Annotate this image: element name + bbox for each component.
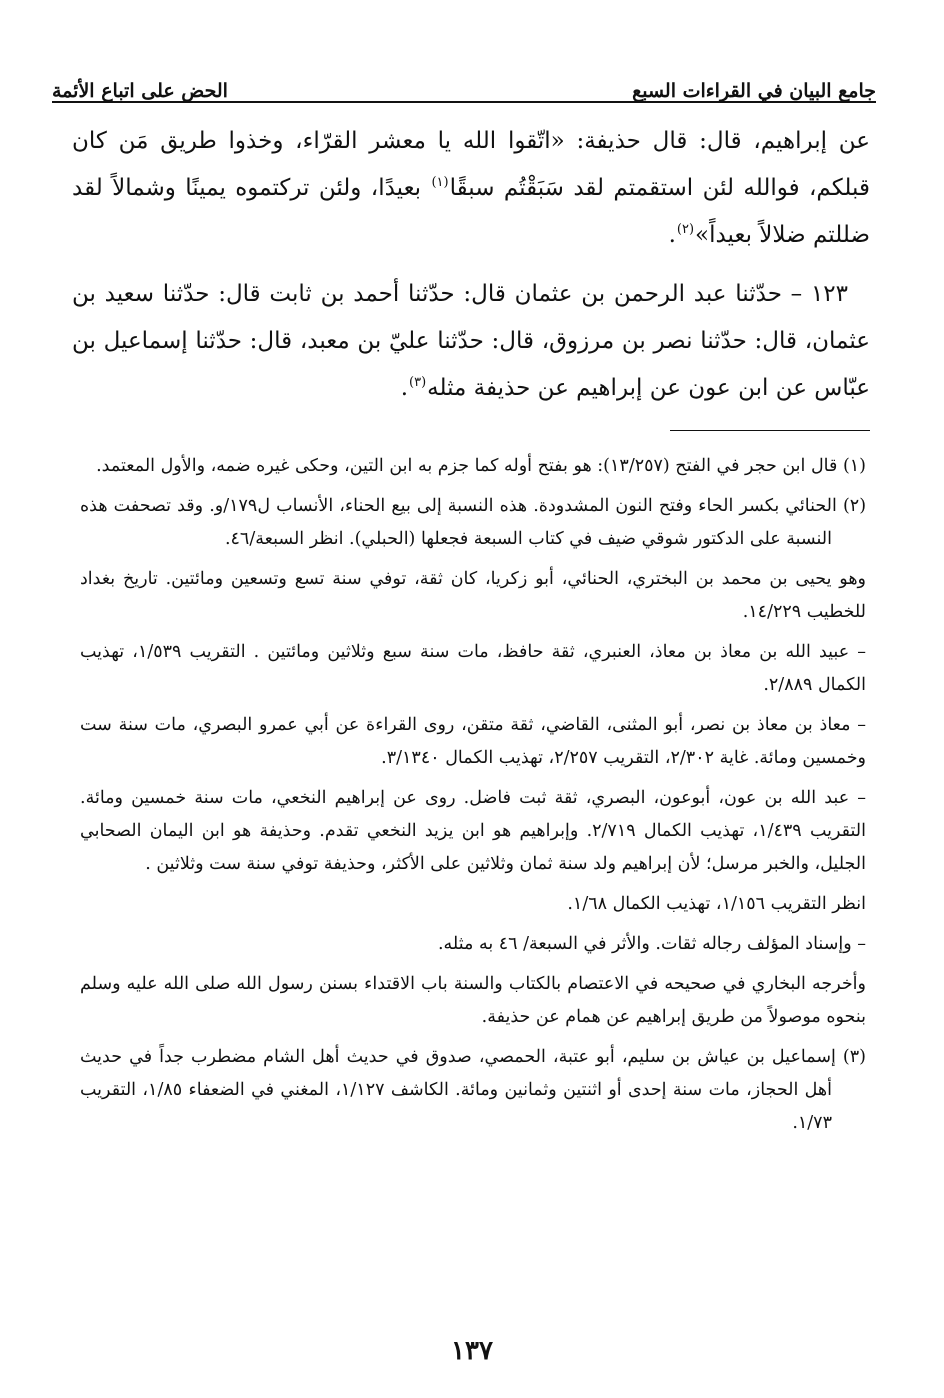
footnote-item: وهو يحيى بن محمد بن البختري، الحنائي، أبو زكريا، كان ثقة، توفي سنة تسع وتسعين ومائتين. تاريخ بغداد للخطيب ١٤/٢٢٩. bbox=[80, 569, 866, 622]
header-rule bbox=[52, 101, 876, 103]
footnote-item: (٣) إسماعيل بن عياش بن سليم، أبو عتبة، الحمصي، صدوق في حديث أهل الشام مضطرب جداً في حديث أهل الحجاز، مات سنة إحدى أو اثنتين وثمانين ومائة. الكاشف ١/١٢٧، المغني في الضعفاء ١/٨٥، التقريب ١/٧٣. bbox=[80, 1047, 866, 1133]
chapter-title: الحض على اتباع الأئمة bbox=[52, 80, 228, 102]
book-title: جامع البيان في القراءات السبع bbox=[632, 80, 876, 102]
footnote-ref: (٣) bbox=[409, 375, 427, 391]
footnote-item: (٢) الحنائي بكسر الحاء وفتح النون المشدودة. هذه النسبة إلى بيع الحناء، الأنساب ل١٧٩/و. وقد تصحفت هذه النسبة على الدكتور شوقي ضيف في كتاب السبعة فجعلها (الحبلي). انظر السبعة/٤٦. bbox=[80, 496, 867, 549]
footnote-item: – عبيد الله بن معاذ بن معاذ، العنبري، ثقة حافظ، مات سنة سبع وثلاثين ومائتين . التقريب ١/٥٣٩، تهذيب الكمال ٢/٨٨٩. bbox=[80, 642, 866, 695]
footnote-item: (١) قال ابن حجر في الفتح (١٣/٢٥٧): هو بفتح أوله كما جزم به ابن التين، وحكى غيره ضمه، والأول المعتمد. bbox=[96, 456, 866, 476]
footnote-ref: (١) bbox=[431, 175, 449, 191]
text-segment: ١٢٣ – حدّثنا عبد الرحمن بن عثمان قال: حدّثنا أحمد بن ثابت قال: حدّثنا سعيد بن عثمان، قال: حدّثنا نصر بن مرزوق، قال: حدّثنا عليّ بن معبد، قال: حدّثنا إسماعيل بن عبّاس عن ابن عون عن إبراهيم عن حذيفة مثله bbox=[72, 281, 870, 401]
footnote-item: انظر التقريب ١/١٥٦، تهذيب الكمال ١/٦٨. bbox=[567, 894, 866, 914]
text-segment: عن إبراهيم، قال: قال حذيفة: «اتّقوا الله يا معشر القرّاء، وخذوا طريق مَن كان قبلكم، فوالله لئن استقمتم لقد سَبَقْتُم سبقًا bbox=[72, 128, 870, 201]
paragraph-isnad-123 bbox=[72, 271, 870, 412]
footnote-item: – وإسناد المؤلف رجاله ثقات. والأثر في السبعة/ ٤٦ به مثله. bbox=[437, 934, 866, 954]
footnote-ref: (٢) bbox=[676, 222, 695, 238]
footnote-item: وأخرجه البخاري في صحيحه في الاعتصام بالكتاب والسنة باب الاقتداء بسنن رسول الله صلى الله عليه وسلم بنحوه موصولاً من طريق إبراهيم عن همام عن حذيفة. bbox=[80, 974, 866, 1027]
footnote-item: – معاذ بن معاذ بن نصر، أبو المثنى، القاضي، ثقة متقن، روى القراءة عن أبي عمرو البصري، مات سنة ست وخمسين ومائة. غاية ٢/٣٠٢، التقريب ٢/٢٥٧، تهذيب الكمال ٣/١٣٤٠. bbox=[80, 715, 866, 768]
footnotes bbox=[80, 450, 866, 1147]
page-number: ١٣٧ bbox=[451, 1336, 493, 1366]
text-segment: . bbox=[668, 222, 676, 248]
text-segment: . bbox=[400, 375, 409, 401]
paragraph-hudhayfa-saying bbox=[72, 118, 870, 259]
running-header bbox=[52, 62, 876, 102]
main-text bbox=[72, 118, 870, 424]
text-segment: بعيدًا، ولئن تركتموه يمينًا وشمالاً لقد ضللتم ضلالاً بعيداً» bbox=[72, 175, 870, 248]
footnote-item: – عبد الله بن عون، أبوعون، البصري، ثقة ثبت فاضل. روى عن إبراهيم النخعي، مات سنة خمسين ومائة. التقريب ١/٤٣٩، تهذيب الكمال ٢/٧١٩. وإبراهيم هو ابن يزيد النخعي تقدم. وحذيفة هو ابن اليمان الصحابي الجليل، والخبر مرسل؛ لأن إبراهيم ولد سنة ثمان وثلاثين على الأكثر، وحذيفة توفي سنة ست وثلاثين . bbox=[80, 788, 866, 874]
footnote-separator bbox=[670, 430, 870, 431]
